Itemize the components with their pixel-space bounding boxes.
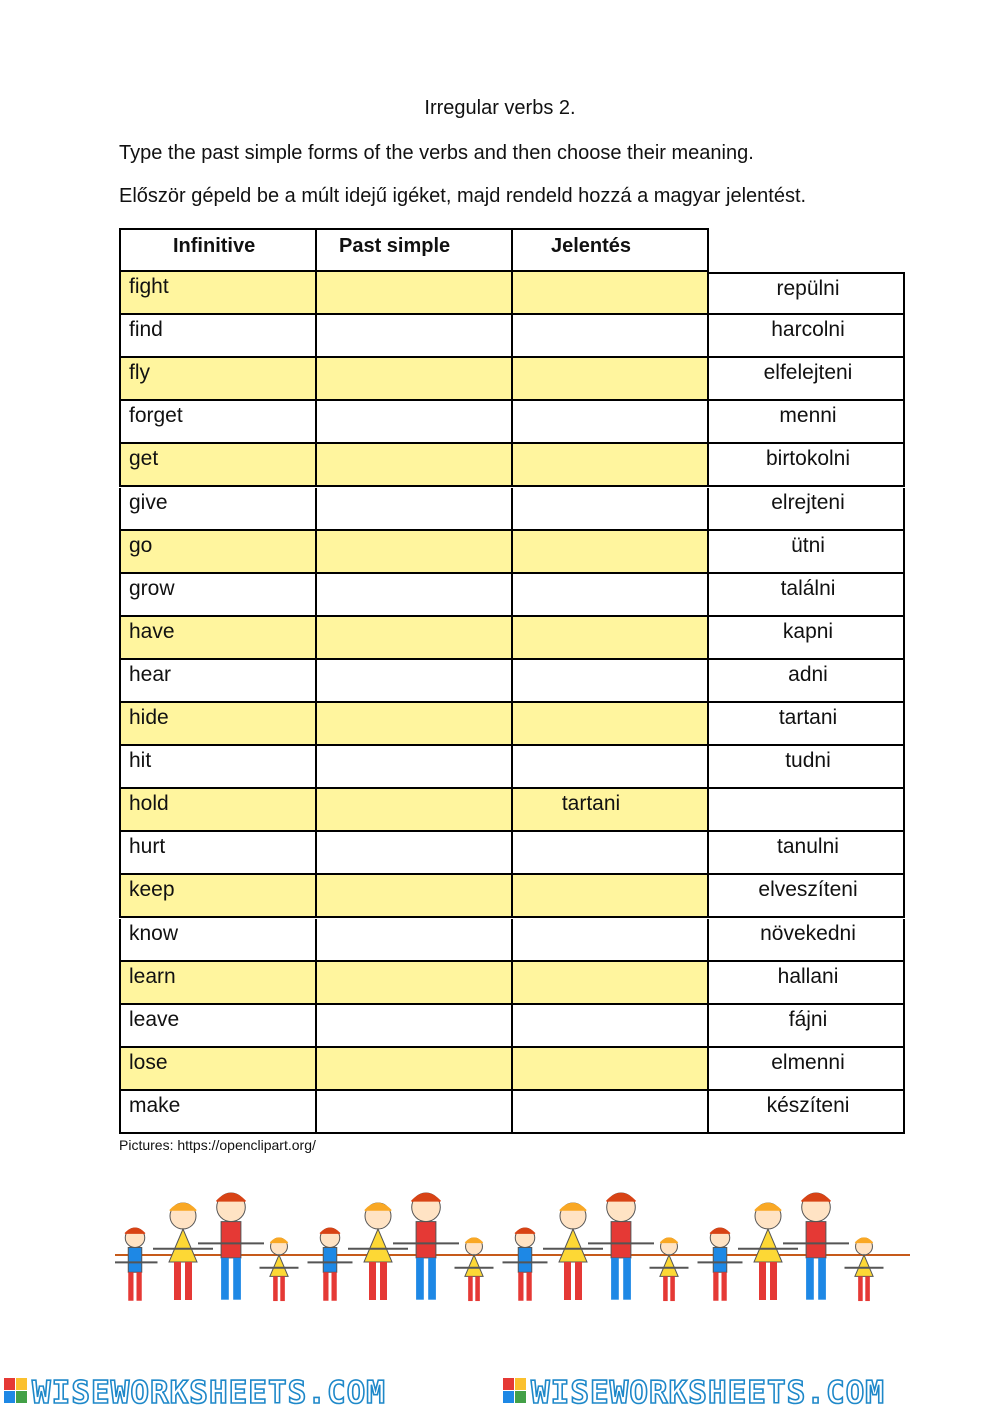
meaning-drop-target[interactable] xyxy=(511,531,709,574)
word-bank-text[interactable]: elveszíteni xyxy=(758,878,858,902)
infinitive-cell xyxy=(119,444,317,487)
child-figure xyxy=(503,1228,548,1301)
word-bank-text[interactable]: birtokolni xyxy=(765,447,851,471)
past-simple-input[interactable] xyxy=(315,444,513,487)
word-bank-item[interactable] xyxy=(707,488,905,531)
infinitive-cell xyxy=(119,660,317,703)
meaning-drop-target[interactable] xyxy=(511,832,709,875)
infinitive-text: forget xyxy=(129,404,183,428)
meaning-drop-target[interactable] xyxy=(511,401,709,444)
infinitive-cell xyxy=(119,832,317,875)
infinitive-cell xyxy=(119,574,317,617)
word-bank-text[interactable]: készíteni xyxy=(766,1093,850,1117)
meaning-drop-target[interactable] xyxy=(511,272,709,315)
infinitive-cell xyxy=(119,488,317,531)
infinitive-cell xyxy=(119,746,317,789)
child-figure xyxy=(738,1203,798,1300)
word-bank-text[interactable]: menni xyxy=(779,404,837,428)
child-figure xyxy=(783,1193,849,1300)
child-figure xyxy=(115,1228,158,1301)
infinitive-text: give xyxy=(129,490,168,514)
infinitive-text: hit xyxy=(129,749,152,773)
past-simple-input[interactable] xyxy=(315,531,513,574)
infinitive-cell xyxy=(119,1005,317,1048)
word-bank-item[interactable] xyxy=(707,358,905,401)
meaning-drop-target[interactable] xyxy=(511,962,709,1005)
infinitive-text: get xyxy=(129,447,159,471)
word-bank-item[interactable] xyxy=(707,660,905,703)
infinitive-cell xyxy=(119,358,317,401)
meaning-drop-target[interactable] xyxy=(511,315,709,358)
child-figure xyxy=(650,1238,689,1301)
infinitive-text: grow xyxy=(129,576,175,600)
infinitive-text: fly xyxy=(129,361,150,385)
word-bank-text[interactable]: ütni xyxy=(791,533,825,557)
word-bank-text[interactable]: harcolni xyxy=(771,318,845,342)
past-simple-input[interactable] xyxy=(315,358,513,401)
infinitive-text: have xyxy=(129,619,175,643)
child-figure xyxy=(543,1203,603,1300)
infinitive-cell xyxy=(119,962,317,1005)
header-infinitive: Infinitive xyxy=(119,228,317,272)
word-bank-item[interactable] xyxy=(707,1091,905,1134)
instruction-english: Type the past simple forms of the verbs and then choose their meaning. xyxy=(119,142,754,164)
word-bank-item[interactable] xyxy=(707,919,905,962)
child-figure xyxy=(698,1228,743,1301)
meaning-drop-target[interactable] xyxy=(511,1005,709,1048)
word-bank-text[interactable]: elmenni xyxy=(771,1050,845,1074)
past-simple-input[interactable] xyxy=(315,746,513,789)
infinitive-cell xyxy=(119,1091,317,1134)
word-bank-item[interactable] xyxy=(707,875,905,918)
past-simple-input[interactable] xyxy=(315,703,513,746)
meaning-drop-target[interactable] xyxy=(511,660,709,703)
worksheet-title: Irregular verbs 2. xyxy=(424,97,576,119)
word-bank-text[interactable]: fájni xyxy=(788,1007,828,1031)
word-bank-item[interactable] xyxy=(707,401,905,444)
word-bank-item[interactable] xyxy=(707,962,905,1005)
infinitive-text: hold xyxy=(129,792,169,816)
footer-logo-text: WISEWORKSHEETS.COM xyxy=(32,1375,386,1411)
child-figure xyxy=(455,1238,494,1301)
infinitive-text: hide xyxy=(129,706,169,729)
footer-logo-text: WISEWORKSHEETS.COM xyxy=(531,1375,885,1411)
word-bank-text[interactable]: kapni xyxy=(782,619,834,643)
infinitive-text: leave xyxy=(129,1007,180,1031)
past-simple-input[interactable] xyxy=(315,832,513,875)
infinitive-text: learn xyxy=(129,964,176,988)
word-bank-text[interactable]: elrejteni xyxy=(771,490,845,514)
past-simple-input[interactable] xyxy=(315,660,513,703)
past-simple-input[interactable] xyxy=(315,617,513,660)
word-bank-item[interactable] xyxy=(707,531,905,574)
infinitive-cell xyxy=(119,531,317,574)
word-bank-item[interactable] xyxy=(707,315,905,358)
word-bank-text[interactable]: találni xyxy=(780,576,836,600)
child-figure xyxy=(198,1193,264,1300)
meaning-drop-target[interactable] xyxy=(511,789,709,832)
infinitive-text: know xyxy=(129,921,179,945)
child-figure xyxy=(260,1238,299,1301)
meaning-drop-target[interactable] xyxy=(511,1091,709,1134)
header-past-simple: Past simple xyxy=(315,228,513,272)
infinitive-text: go xyxy=(129,533,153,557)
instruction-hungarian: Először gépeld be a múlt idejű igéket, majd rendeld hozzá a magyar jelentést. xyxy=(119,185,807,207)
infinitive-text: lose xyxy=(129,1050,168,1074)
child-figure xyxy=(845,1238,884,1301)
word-bank-text[interactable]: növekedni xyxy=(760,921,856,945)
past-simple-input[interactable] xyxy=(315,574,513,617)
word-bank-text[interactable]: tanulni xyxy=(777,835,839,859)
meaning-drop-target[interactable] xyxy=(511,574,709,617)
infinitive-text: make xyxy=(129,1093,181,1117)
word-bank-text[interactable]: elfelejteni xyxy=(763,361,853,385)
meaning-drop-target[interactable] xyxy=(511,746,709,789)
word-bank-text[interactable]: tudni xyxy=(785,749,831,773)
infinitive-cell xyxy=(119,272,317,315)
child-figure xyxy=(308,1228,353,1301)
meaning-drop-target[interactable] xyxy=(511,1048,709,1091)
infinitive-text: keep xyxy=(129,878,175,902)
meaning-drop-target[interactable] xyxy=(511,617,709,660)
past-simple-input[interactable] xyxy=(315,488,513,531)
word-bank-text[interactable]: hallani xyxy=(777,964,839,988)
past-simple-input[interactable] xyxy=(315,1005,513,1048)
footer-watermark xyxy=(0,1372,1000,1412)
word-bank-item[interactable] xyxy=(707,746,905,789)
past-simple-input[interactable] xyxy=(315,789,513,832)
past-simple-input[interactable] xyxy=(315,875,513,918)
past-simple-input[interactable] xyxy=(315,962,513,1005)
meaning-drop-target[interactable] xyxy=(511,703,709,746)
word-bank-item[interactable] xyxy=(707,832,905,875)
past-simple-input[interactable] xyxy=(315,919,513,962)
child-figure xyxy=(348,1203,408,1300)
past-simple-input[interactable] xyxy=(315,315,513,358)
infinitive-cell xyxy=(119,401,317,444)
meaning-text[interactable]: tartani xyxy=(561,792,621,816)
infinitive-text: fight xyxy=(129,275,169,298)
children-holding-hands-illustration xyxy=(115,1185,910,1310)
logo-blocks-icon xyxy=(503,1378,527,1404)
infinitive-cell xyxy=(119,789,317,832)
word-bank-item[interactable] xyxy=(707,1048,905,1091)
infinitive-cell xyxy=(119,703,317,746)
word-bank-text[interactable]: repülni xyxy=(776,277,840,300)
infinitive-cell xyxy=(119,875,317,918)
past-simple-input[interactable] xyxy=(315,401,513,444)
infinitive-text: find xyxy=(129,318,163,342)
word-bank-item[interactable] xyxy=(707,789,905,832)
past-simple-input[interactable] xyxy=(315,1048,513,1091)
infinitive-text: hurt xyxy=(129,835,166,859)
word-bank-item[interactable] xyxy=(707,617,905,660)
word-bank-item[interactable] xyxy=(707,703,905,746)
header-jelentes: Jelentés xyxy=(511,228,709,272)
picture-credit: Pictures: https://openclipart.org/ xyxy=(119,1137,316,1153)
past-simple-input[interactable] xyxy=(315,272,513,315)
word-bank-text[interactable]: tartani xyxy=(778,706,838,729)
child-figure xyxy=(588,1193,654,1300)
word-bank-text[interactable]: adni xyxy=(788,662,828,686)
infinitive-cell xyxy=(119,1048,317,1091)
infinitive-cell xyxy=(119,315,317,358)
word-bank-item[interactable] xyxy=(707,574,905,617)
child-figure xyxy=(393,1193,459,1300)
past-simple-input[interactable] xyxy=(315,1091,513,1134)
infinitive-cell xyxy=(119,919,317,962)
word-bank-item[interactable] xyxy=(707,444,905,487)
meaning-drop-target[interactable] xyxy=(511,358,709,401)
child-figure xyxy=(153,1203,213,1300)
meaning-drop-target[interactable] xyxy=(511,444,709,487)
logo-blocks-icon xyxy=(4,1378,28,1404)
meaning-drop-target[interactable] xyxy=(511,875,709,918)
meaning-drop-target[interactable] xyxy=(511,919,709,962)
word-bank-item[interactable] xyxy=(707,1005,905,1048)
meaning-drop-target[interactable] xyxy=(511,488,709,531)
word-bank-item[interactable] xyxy=(707,272,905,315)
infinitive-cell xyxy=(119,617,317,660)
infinitive-text: hear xyxy=(129,662,172,686)
